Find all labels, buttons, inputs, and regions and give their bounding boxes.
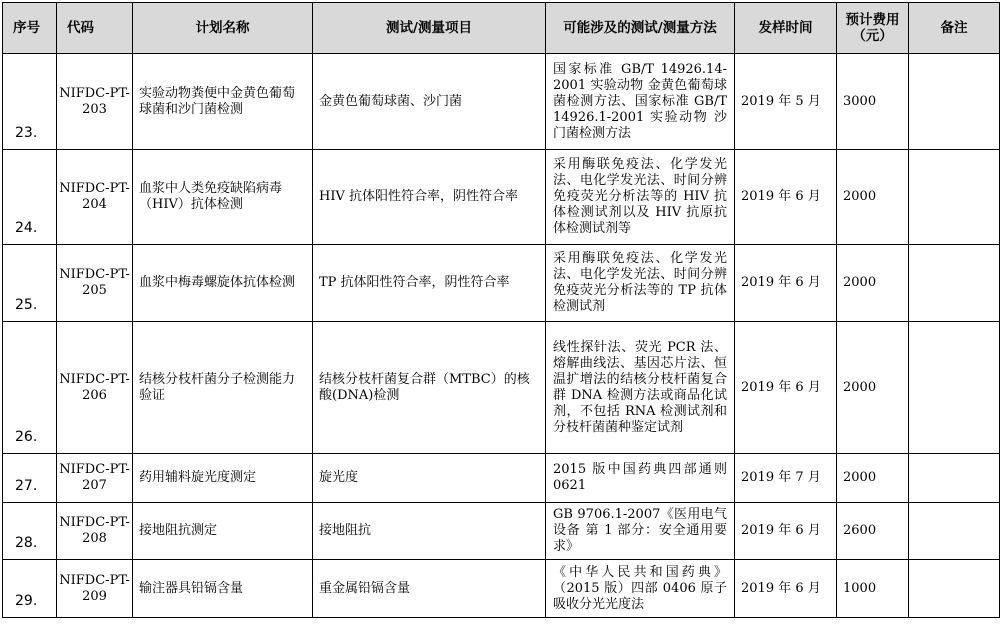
row-number: 29. — [3, 560, 57, 618]
row-dispatch-time: 2019 年 6 月 — [735, 560, 837, 618]
row-estimated-fee: 2600 — [837, 503, 909, 560]
table-row — [3, 560, 1000, 618]
row-estimated-fee: 2000 — [837, 454, 909, 503]
row-dispatch-time: 2019 年 7 月 — [735, 454, 837, 503]
row-plan-name: 血浆中人类免疫缺陷病毒（HIV）抗体检测 — [133, 150, 313, 245]
row-remarks — [909, 560, 1000, 618]
table-row — [3, 150, 1000, 245]
table-row — [3, 454, 1000, 503]
row-code: NIFDC-PT-209 — [57, 560, 133, 618]
row-dispatch-time: 2019 年 6 月 — [735, 150, 837, 245]
row-number: 27. — [3, 454, 57, 503]
row-test-item: 重金属铅镉含量 — [313, 560, 546, 618]
row-remarks — [909, 322, 1000, 454]
row-dispatch-time: 2019 年 6 月 — [735, 245, 837, 322]
row-test-item: TP 抗体阳性符合率，阴性符合率 — [313, 245, 546, 322]
row-remarks — [909, 454, 1000, 503]
header-test-method: 可能涉及的测试/测量方法 — [546, 3, 735, 54]
row-test-item: 金黄色葡萄球菌、沙门菌 — [313, 54, 546, 150]
row-remarks — [909, 503, 1000, 560]
row-number: 26. — [3, 322, 57, 454]
row-remarks — [909, 245, 1000, 322]
header-remarks: 备注 — [909, 3, 1000, 54]
row-code: NIFDC-PT-203 — [57, 54, 133, 150]
row-plan-name: 血浆中梅毒螺旋体抗体检测 — [133, 245, 313, 322]
header-plan-name: 计划名称 — [133, 3, 313, 54]
row-plan-name: 输注器具铅镉含量 — [133, 560, 313, 618]
row-test-method: GB 9706.1-2007《医用电气设备 第 1 部分：安全通用要求》 — [546, 503, 735, 560]
row-test-method: 线性探针法、荧光 PCR 法、熔解曲线法、基因芯片法、恒温扩增法的结核分枝杆菌复合群 DNA 检测方法或商品化试剂，不包括 RNA 检测试剂和分枝杆菌菌种鉴定试剂 — [546, 322, 735, 454]
row-code: NIFDC-PT-208 — [57, 503, 133, 560]
row-remarks — [909, 54, 1000, 150]
header-test-item: 测试/测量项目 — [313, 3, 546, 54]
row-test-method: 采用酶联免疫法、化学发光法、电化学发光法、时间分辨免疫荧光分析法等的 HIV 抗体检测试剂以及 HIV 抗原抗体检测试剂等 — [546, 150, 735, 245]
row-test-item: 结核分枝杆菌复合群（MTBC）的核酸(DNA)检测 — [313, 322, 546, 454]
row-remarks — [909, 150, 1000, 245]
row-estimated-fee: 3000 — [837, 54, 909, 150]
row-number: 28. — [3, 503, 57, 560]
plan-table — [2, 2, 1000, 618]
row-plan-name: 结核分枝杆菌分子检测能力验证 — [133, 322, 313, 454]
header-estimated-fee: 预计费用（元） — [837, 3, 909, 54]
row-test-method: 采用酶联免疫法、化学发光法、电化学发光法、时间分辨免疫荧光分析法等的 TP 抗体检测试剂 — [546, 245, 735, 322]
table-row — [3, 503, 1000, 560]
row-dispatch-time: 2019 年 6 月 — [735, 503, 837, 560]
table-row — [3, 245, 1000, 322]
row-plan-name: 实验动物粪便中金黄色葡萄球菌和沙门菌检测 — [133, 54, 313, 150]
row-number: 25. — [3, 245, 57, 322]
row-test-method: 国家标准 GB/T 14926.14-2001 实验动物 金黄色葡萄球菌检测方法、国家标准 GB/T 14926.1-2001 实验动物 沙门菌检测方法 — [546, 54, 735, 150]
row-dispatch-time: 2019 年 5 月 — [735, 54, 837, 150]
table-row — [3, 54, 1000, 150]
table-header-row — [3, 3, 1000, 54]
row-test-item: HIV 抗体阳性符合率，阴性符合率 — [313, 150, 546, 245]
row-code: NIFDC-PT-207 — [57, 454, 133, 503]
row-code: NIFDC-PT-205 — [57, 245, 133, 322]
row-estimated-fee: 2000 — [837, 150, 909, 245]
row-number: 24. — [3, 150, 57, 245]
row-test-item: 接地阻抗 — [313, 503, 546, 560]
row-estimated-fee: 1000 — [837, 560, 909, 618]
row-number: 23. — [3, 54, 57, 150]
row-plan-name: 药用辅料旋光度测定 — [133, 454, 313, 503]
header-code: 代码 — [57, 3, 133, 54]
row-plan-name: 接地阻抗测定 — [133, 503, 313, 560]
row-dispatch-time: 2019 年 6 月 — [735, 322, 837, 454]
table-row — [3, 322, 1000, 454]
header-serial-number: 序号 — [3, 3, 57, 54]
row-code: NIFDC-PT-204 — [57, 150, 133, 245]
row-test-method: 《中华人民共和国药典》（2015 版）四部 0406 原子吸收分光光度法 — [546, 560, 735, 618]
row-test-item: 旋光度 — [313, 454, 546, 503]
row-estimated-fee: 2000 — [837, 245, 909, 322]
row-code: NIFDC-PT-206 — [57, 322, 133, 454]
row-estimated-fee: 2000 — [837, 322, 909, 454]
header-dispatch-time: 发样时间 — [735, 3, 837, 54]
row-test-method: 2015 版中国药典四部通则 0621 — [546, 454, 735, 503]
